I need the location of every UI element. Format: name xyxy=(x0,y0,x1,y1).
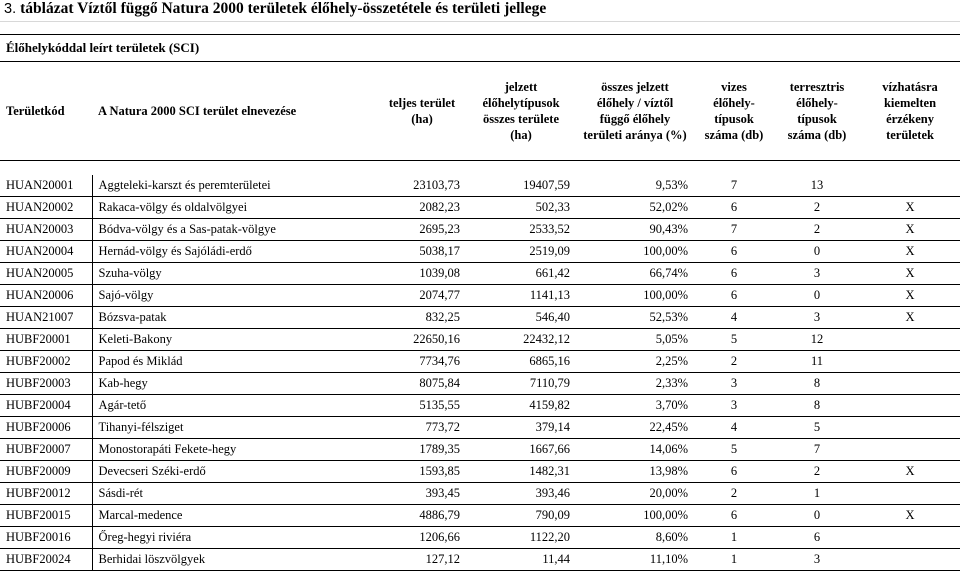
cell-total-area: 7734,76 xyxy=(378,351,466,373)
cell-ratio: 5,05% xyxy=(576,329,694,351)
cell-code: HUAN20001 xyxy=(0,175,92,197)
cell-marked-area: 4159,82 xyxy=(466,395,576,417)
table-row xyxy=(0,439,960,461)
cell-total-area: 2695,23 xyxy=(378,219,466,241)
cell-sensitive xyxy=(860,351,960,373)
cell-ratio: 8,60% xyxy=(576,527,694,549)
cell-marked-area: 546,40 xyxy=(466,307,576,329)
cell-name: Keleti-Bakony xyxy=(92,329,378,351)
cell-total-area: 1206,66 xyxy=(378,527,466,549)
cell-name: Rakaca-völgy és oldalvölgyei xyxy=(92,197,378,219)
cell-sensitive xyxy=(860,417,960,439)
cell-sensitive: X xyxy=(860,461,960,483)
cell-total-area: 2082,23 xyxy=(378,197,466,219)
cell-marked-area: 22432,12 xyxy=(466,329,576,351)
cell-wet-count: 2 xyxy=(694,483,774,505)
cell-wet-count: 1 xyxy=(694,549,774,571)
header-wet-count: vizes élőhely-típusok száma (db) xyxy=(694,62,774,161)
cell-code: HUAN20003 xyxy=(0,219,92,241)
header-spacer xyxy=(0,161,960,176)
cell-sensitive: X xyxy=(860,505,960,527)
cell-wet-count: 6 xyxy=(694,241,774,263)
cell-sensitive xyxy=(860,527,960,549)
cell-terr-count: 12 xyxy=(774,329,860,351)
cell-sensitive xyxy=(860,329,960,351)
section-row xyxy=(0,35,960,62)
cell-name: Bózsva-patak xyxy=(92,307,378,329)
table-caption xyxy=(4,0,546,20)
cell-marked-area: 7110,79 xyxy=(466,373,576,395)
caption-number: 3. xyxy=(4,1,17,17)
cell-ratio: 20,00% xyxy=(576,483,694,505)
cell-sensitive xyxy=(860,395,960,417)
caption-divider xyxy=(0,21,960,22)
cell-marked-area: 2519,09 xyxy=(466,241,576,263)
cell-terr-count: 2 xyxy=(774,219,860,241)
cell-sensitive: X xyxy=(860,263,960,285)
cell-total-area: 5038,17 xyxy=(378,241,466,263)
cell-wet-count: 6 xyxy=(694,285,774,307)
cell-name: Őreg-hegyi riviéra xyxy=(92,527,378,549)
cell-terr-count: 3 xyxy=(774,263,860,285)
cell-name: Berhidai löszvölgyek xyxy=(92,549,378,571)
header-sensitive: vízhatásra kiemelten érzékeny területek xyxy=(860,62,960,161)
cell-total-area: 22650,16 xyxy=(378,329,466,351)
cell-code: HUBF20016 xyxy=(0,527,92,549)
header-terr-count: terresztris élőhely-típusok száma (db) xyxy=(774,62,860,161)
cell-ratio: 66,74% xyxy=(576,263,694,285)
cell-ratio: 52,02% xyxy=(576,197,694,219)
cell-total-area: 8075,84 xyxy=(378,373,466,395)
cell-ratio: 22,45% xyxy=(576,417,694,439)
cell-ratio: 2,33% xyxy=(576,373,694,395)
table-row xyxy=(0,241,960,263)
cell-wet-count: 3 xyxy=(694,395,774,417)
cell-marked-area: 1122,20 xyxy=(466,527,576,549)
cell-terr-count: 0 xyxy=(774,505,860,527)
cell-marked-area: 1482,31 xyxy=(466,461,576,483)
cell-code: HUBF20001 xyxy=(0,329,92,351)
cell-wet-count: 2 xyxy=(694,351,774,373)
cell-wet-count: 7 xyxy=(694,219,774,241)
cell-marked-area: 11,44 xyxy=(466,549,576,571)
cell-total-area: 23103,73 xyxy=(378,175,466,197)
header-ratio: összes jelzett élőhely / víztől függő élőhely területi aránya (%) xyxy=(576,62,694,161)
cell-terr-count: 7 xyxy=(774,439,860,461)
cell-terr-count: 1 xyxy=(774,483,860,505)
table-row xyxy=(0,417,960,439)
cell-name: Sásdi-rét xyxy=(92,483,378,505)
table-row xyxy=(0,461,960,483)
cell-name: Bódva-völgy és a Sas-patak-völgye xyxy=(92,219,378,241)
cell-terr-count: 2 xyxy=(774,197,860,219)
caption-text: táblázat Víztől függő Natura 2000 területek élőhely-összetétele és területi jellege xyxy=(20,0,547,17)
cell-ratio: 11,10% xyxy=(576,549,694,571)
cell-code: HUAN20004 xyxy=(0,241,92,263)
cell-terr-count: 3 xyxy=(774,307,860,329)
cell-ratio: 100,00% xyxy=(576,241,694,263)
cell-wet-count: 6 xyxy=(694,263,774,285)
cell-code: HUBF20007 xyxy=(0,439,92,461)
cell-sensitive: X xyxy=(860,241,960,263)
table-row xyxy=(0,351,960,373)
cell-terr-count: 13 xyxy=(774,175,860,197)
header-marked-area: jelzett élőhelytípusok összes területe (ha) xyxy=(466,62,576,161)
cell-code: HUBF20015 xyxy=(0,505,92,527)
cell-total-area: 1789,35 xyxy=(378,439,466,461)
table-row xyxy=(0,505,960,527)
habitat-table xyxy=(0,34,960,571)
cell-name: Devecseri Széki-erdő xyxy=(92,461,378,483)
cell-marked-area: 393,46 xyxy=(466,483,576,505)
cell-code: HUBF20002 xyxy=(0,351,92,373)
cell-terr-count: 11 xyxy=(774,351,860,373)
cell-terr-count: 2 xyxy=(774,461,860,483)
header-code: Területkód xyxy=(0,62,92,161)
cell-marked-area: 1667,66 xyxy=(466,439,576,461)
cell-sensitive: X xyxy=(860,197,960,219)
cell-wet-count: 6 xyxy=(694,461,774,483)
cell-ratio: 14,06% xyxy=(576,439,694,461)
cell-code: HUBF20006 xyxy=(0,417,92,439)
cell-wet-count: 6 xyxy=(694,505,774,527)
cell-name: Monostorapáti Fekete-hegy xyxy=(92,439,378,461)
cell-code: HUBF20004 xyxy=(0,395,92,417)
table-row xyxy=(0,483,960,505)
cell-ratio: 2,25% xyxy=(576,351,694,373)
cell-sensitive xyxy=(860,483,960,505)
cell-terr-count: 0 xyxy=(774,241,860,263)
cell-total-area: 393,45 xyxy=(378,483,466,505)
cell-sensitive xyxy=(860,439,960,461)
cell-total-area: 127,12 xyxy=(378,549,466,571)
cell-marked-area: 661,42 xyxy=(466,263,576,285)
cell-marked-area: 502,33 xyxy=(466,197,576,219)
cell-code: HUAN21007 xyxy=(0,307,92,329)
cell-terr-count: 8 xyxy=(774,373,860,395)
cell-total-area: 832,25 xyxy=(378,307,466,329)
table-row xyxy=(0,527,960,549)
header-name: A Natura 2000 SCI terület elnevezése xyxy=(92,62,378,161)
cell-name: Sajó-völgy xyxy=(92,285,378,307)
cell-name: Kab-hegy xyxy=(92,373,378,395)
cell-terr-count: 8 xyxy=(774,395,860,417)
table-row xyxy=(0,197,960,219)
cell-terr-count: 5 xyxy=(774,417,860,439)
cell-total-area: 4886,79 xyxy=(378,505,466,527)
table-row xyxy=(0,307,960,329)
cell-ratio: 90,43% xyxy=(576,219,694,241)
cell-name: Tihanyi-félsziget xyxy=(92,417,378,439)
cell-total-area: 1039,08 xyxy=(378,263,466,285)
cell-code: HUAN20005 xyxy=(0,263,92,285)
section-title: Élőhelykóddal leírt területek (SCI) xyxy=(0,35,960,62)
cell-ratio: 9,53% xyxy=(576,175,694,197)
cell-wet-count: 1 xyxy=(694,527,774,549)
cell-wet-count: 7 xyxy=(694,175,774,197)
cell-ratio: 52,53% xyxy=(576,307,694,329)
cell-wet-count: 4 xyxy=(694,417,774,439)
cell-code: HUAN20006 xyxy=(0,285,92,307)
cell-name: Szuha-völgy xyxy=(92,263,378,285)
cell-marked-area: 6865,16 xyxy=(466,351,576,373)
cell-sensitive: X xyxy=(860,219,960,241)
cell-wet-count: 6 xyxy=(694,197,774,219)
cell-terr-count: 6 xyxy=(774,527,860,549)
table-row xyxy=(0,263,960,285)
cell-total-area: 1593,85 xyxy=(378,461,466,483)
cell-marked-area: 379,14 xyxy=(466,417,576,439)
cell-wet-count: 5 xyxy=(694,329,774,351)
cell-marked-area: 2533,52 xyxy=(466,219,576,241)
cell-code: HUBF20024 xyxy=(0,549,92,571)
cell-wet-count: 3 xyxy=(694,373,774,395)
cell-name: Marcal-medence xyxy=(92,505,378,527)
cell-ratio: 3,70% xyxy=(576,395,694,417)
cell-name: Agár-tető xyxy=(92,395,378,417)
cell-marked-area: 19407,59 xyxy=(466,175,576,197)
header-row xyxy=(0,62,960,161)
cell-code: HUBF20012 xyxy=(0,483,92,505)
cell-code: HUAN20002 xyxy=(0,197,92,219)
cell-code: HUBF20003 xyxy=(0,373,92,395)
cell-total-area: 2074,77 xyxy=(378,285,466,307)
cell-total-area: 773,72 xyxy=(378,417,466,439)
cell-terr-count: 0 xyxy=(774,285,860,307)
table-row xyxy=(0,175,960,197)
cell-name: Hernád-völgy és Sajóládi-erdő xyxy=(92,241,378,263)
table-row xyxy=(0,285,960,307)
cell-marked-area: 790,09 xyxy=(466,505,576,527)
cell-sensitive xyxy=(860,175,960,197)
cell-wet-count: 5 xyxy=(694,439,774,461)
cell-name: Papod és Miklád xyxy=(92,351,378,373)
cell-ratio: 100,00% xyxy=(576,505,694,527)
cell-sensitive: X xyxy=(860,285,960,307)
cell-ratio: 100,00% xyxy=(576,285,694,307)
cell-ratio: 13,98% xyxy=(576,461,694,483)
header-total-area: teljes terület (ha) xyxy=(378,62,466,161)
cell-sensitive xyxy=(860,373,960,395)
table-row xyxy=(0,373,960,395)
cell-code: HUBF20009 xyxy=(0,461,92,483)
table-row xyxy=(0,395,960,417)
table-row xyxy=(0,329,960,351)
cell-total-area: 5135,55 xyxy=(378,395,466,417)
cell-marked-area: 1141,13 xyxy=(466,285,576,307)
cell-sensitive: X xyxy=(860,307,960,329)
cell-name: Aggteleki-karszt és peremterületei xyxy=(92,175,378,197)
table-row xyxy=(0,219,960,241)
cell-wet-count: 4 xyxy=(694,307,774,329)
cell-terr-count: 3 xyxy=(774,549,860,571)
